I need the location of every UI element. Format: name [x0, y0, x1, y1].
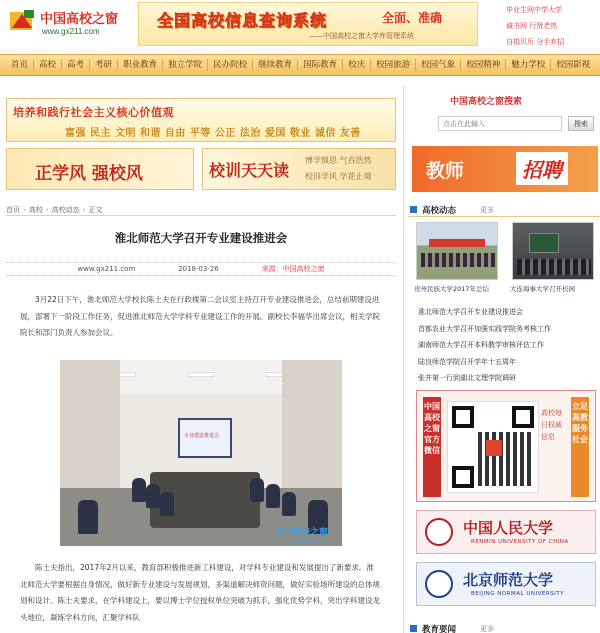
- list-item[interactable]: 湖南师范大学召开本科教学审核评估工作: [418, 341, 544, 349]
- article-photo: [60, 360, 342, 546]
- motto-banner[interactable]: [202, 148, 396, 190]
- banner-subtitle: ——中国高校之窗大学库管理系统: [309, 32, 414, 40]
- article-site[interactable]: www.gx211.com: [77, 265, 136, 273]
- more-link[interactable]: 更多: [480, 206, 494, 214]
- nav-item-continuing[interactable]: 继续教育: [253, 59, 298, 71]
- nav-item-gaokao[interactable]: 高考: [62, 59, 90, 71]
- nav-item-charm-school[interactable]: 魅力学校: [506, 59, 551, 71]
- breadcrumb-dynamics[interactable]: 高校动态: [51, 205, 80, 214]
- university-name-en: BEIJING NORMAL UNIVERSITY: [471, 591, 564, 597]
- thumbnail-caption[interactable]: 贵州民族大学2017年总结: [414, 285, 490, 293]
- photo-watermark-url: www.gx211.com: [284, 540, 326, 546]
- banner-title: 全国高校信息查询系统: [157, 11, 328, 30]
- more-link[interactable]: 更多: [480, 625, 494, 633]
- section-title: 高校动态: [422, 206, 457, 216]
- article-source: 来源：中国高校之窗: [261, 265, 325, 273]
- main-nav: [0, 54, 600, 76]
- column-divider: [403, 86, 404, 633]
- logo-name: 中国高校之窗: [40, 12, 119, 27]
- breadcrumb-sep-icon: ›: [45, 205, 49, 214]
- nav-item-universities[interactable]: 高校: [34, 59, 62, 71]
- edu-news-section-header: [408, 622, 600, 633]
- dynamics-section-header: [408, 203, 600, 217]
- motto-text: 校训天天读: [209, 161, 290, 180]
- qr-left-banner: 中国高校之窗官方微信: [423, 397, 441, 497]
- search-title: 中国高校之窗搜索: [450, 97, 523, 107]
- study-style-text: 正学风 强校风: [35, 164, 143, 184]
- core-values-banner[interactable]: [6, 98, 396, 142]
- nav-item-anniversary[interactable]: 校庆: [343, 59, 371, 71]
- list-item[interactable]: 陆良师范学院召开学年十五周年: [418, 357, 516, 366]
- core-values-list: 富强 民主 文明 和谐 自由 平等 公正 法治 爱国 敬业 诚信 友善: [65, 128, 361, 139]
- nav-item-vocational[interactable]: 职业教育: [118, 59, 163, 71]
- article-meta: [6, 262, 396, 276]
- logo-url: www.gx211.com: [42, 27, 100, 36]
- motto-side-text: 博学慎思 气吞浩然 校训学风 学花止境: [305, 156, 372, 181]
- nav-item-campus-travel[interactable]: 校园旅游: [371, 59, 416, 71]
- university-emblem-icon: [425, 570, 453, 598]
- list-item[interactable]: 首都农业大学召开加强实践学院务考核工作: [418, 324, 551, 333]
- university-emblem-icon: [425, 518, 453, 546]
- breadcrumb-sep-icon: ›: [23, 205, 26, 214]
- wechat-qr-panel: [416, 390, 596, 502]
- news-thumbnail[interactable]: [512, 222, 594, 280]
- banner-slogan: 全面、准确: [382, 11, 443, 25]
- news-thumbnail[interactable]: [416, 222, 498, 280]
- nav-item-private[interactable]: 民办院校: [208, 59, 253, 71]
- article-title: 淮北师范大学召开专业建设推进会: [114, 231, 288, 245]
- university-name-en: RENMIN UNIVERSITY OF CHINA: [471, 539, 569, 545]
- logo-mark-icon: [8, 8, 38, 34]
- photo-screen: 专业建设推进会: [178, 418, 232, 458]
- nav-item-campus-film[interactable]: 校园影视: [556, 60, 591, 70]
- top-link[interactable]: 毕业生网中学大学: [506, 6, 562, 14]
- article-date: 2018-03-26: [178, 265, 219, 273]
- section-title: 教育要闻: [422, 625, 457, 633]
- article-paragraph: 3月22日下午，淮北师范大学校长陈士夫在行政楼第二会议室主持召开专业建设推进会，总结前期建设进展，部署下一阶段工作任务，促进淮北师范大学学科专业建设工作的开展。副校长李福华出席会议，相关学院院长和部门负责人参加会议。: [20, 295, 380, 337]
- qr-right-banner: 立足高教服务社会: [571, 397, 589, 497]
- top-link[interactable]: 诚书网 行贤老热: [506, 22, 558, 30]
- nav-item-international[interactable]: 国际教育: [298, 59, 343, 71]
- site-logo[interactable]: [8, 6, 128, 42]
- teacher-ad-right: 招聘: [516, 152, 568, 185]
- nav-item-campus-weather[interactable]: 校园气象: [416, 59, 461, 71]
- nav-item-home[interactable]: 首页: [6, 59, 34, 71]
- section-square-icon: [410, 625, 417, 632]
- breadcrumb-home[interactable]: 首页: [6, 205, 20, 214]
- university-ad-bnu[interactable]: [416, 562, 596, 606]
- section-square-icon: [410, 206, 417, 213]
- university-name: 中国人民大学: [463, 519, 554, 537]
- university-ad-renmin[interactable]: [416, 510, 596, 554]
- news-list: [418, 304, 598, 387]
- qr-tagline: 高校每日权威信息: [541, 409, 562, 441]
- query-system-banner[interactable]: [138, 2, 478, 46]
- breadcrumb: [6, 204, 396, 216]
- top-links: [506, 2, 596, 50]
- breadcrumb-universities[interactable]: 高校: [28, 205, 43, 214]
- search-button[interactable]: 搜索: [568, 116, 594, 131]
- photo-watermark: 中国高校之窗: [273, 528, 328, 538]
- article-paragraph: 陈士夫指出，2017年2月以来，教育部积极推进新工科建设，对学科专业建设和发展提出了新要求。淮北师范大学要根据自身情况，做好新专业建设与发展规划，多渠道解决师资问题，做好实验场所建设的总体规划和设计。陈士夫要求，在学科建设上，要以博士学位授权单位突破为抓手，强化优势学科，突出学科建设龙头地位，凝练学科方向，汇聚学科队: [20, 563, 380, 622]
- nav-item-kaoyan[interactable]: 考研: [90, 59, 118, 71]
- list-item[interactable]: 淮北师范大学召开专业建设推进会: [418, 308, 523, 316]
- site-header: [0, 0, 600, 50]
- top-link[interactable]: 自捐贝历 分手弃招: [506, 38, 565, 46]
- teacher-recruit-ad[interactable]: [412, 146, 598, 192]
- breadcrumb-current: 正文: [88, 205, 103, 214]
- list-item[interactable]: 张井第一行到湖北文理学院调研: [418, 374, 516, 382]
- breadcrumb-sep-icon: ›: [82, 205, 86, 214]
- university-name: 北京师范大学: [463, 571, 554, 589]
- study-style-banner[interactable]: [6, 148, 194, 190]
- site-search: [412, 90, 598, 140]
- thumbnail-caption[interactable]: 大连海事大学召开校园: [510, 285, 575, 293]
- core-values-heading: 培养和践行社会主义核心价值观: [13, 106, 174, 119]
- search-input[interactable]: [438, 116, 562, 131]
- teacher-ad-left: 教师: [426, 160, 465, 182]
- nav-item-independent[interactable]: 独立学院: [163, 59, 208, 71]
- qr-code-icon: [447, 401, 539, 493]
- nav-item-campus-spirit[interactable]: 校园精神: [461, 59, 506, 71]
